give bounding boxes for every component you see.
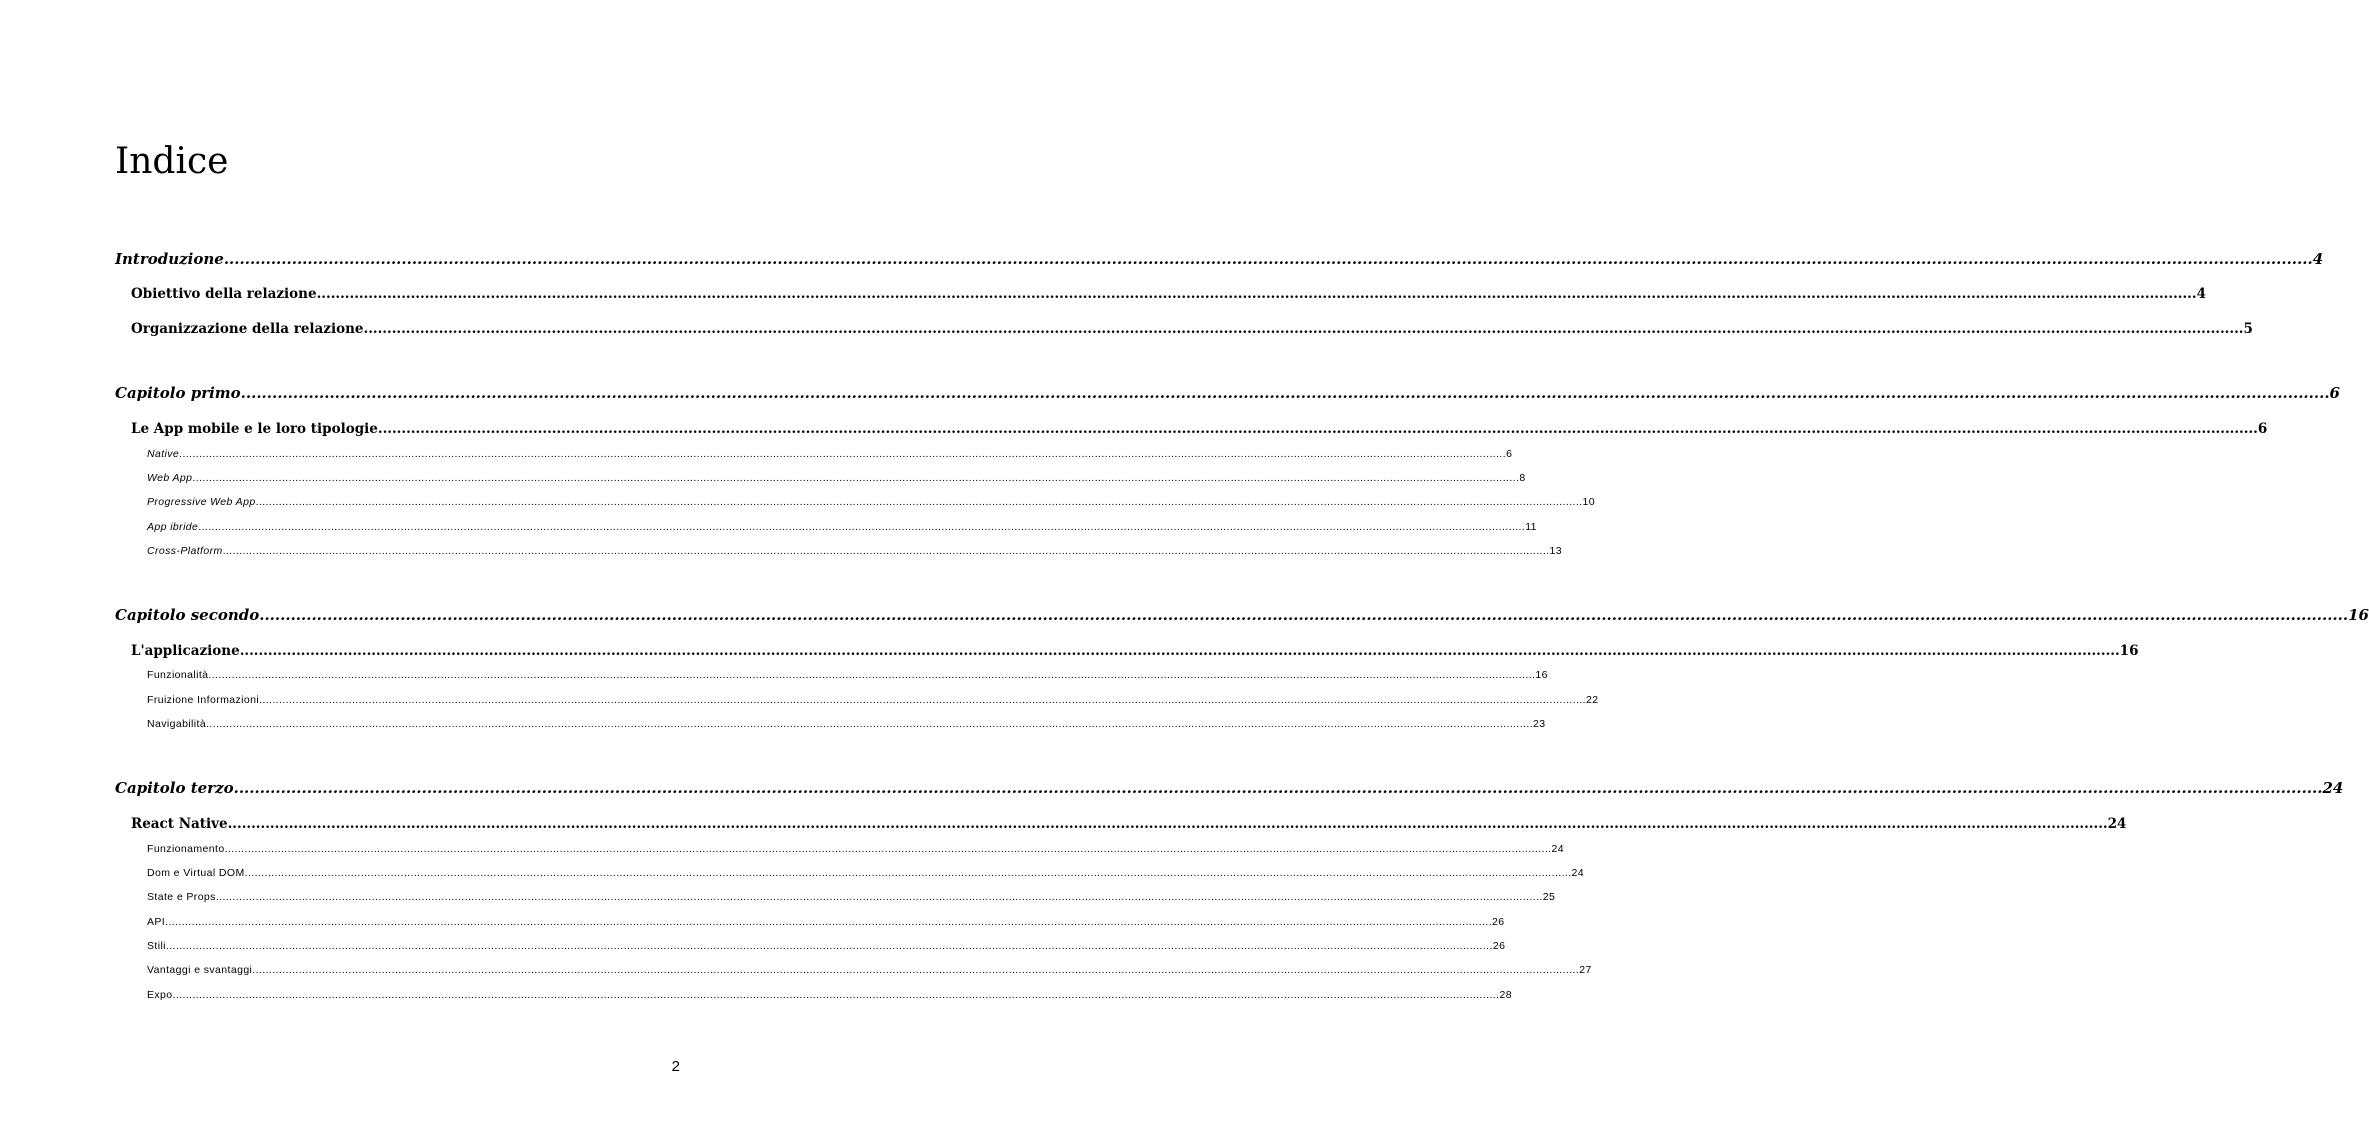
toc-entry-introduzione[interactable]	[115, 250, 2324, 268]
toc-entry-app-ibride[interactable]	[147, 521, 1537, 533]
toc-label: Capitolo secondo	[115, 606, 260, 624]
toc-leader: ................................................................................................................................................................................................................................................................................................................................................................................................................	[240, 384, 2330, 402]
toc-label: Funzionamento	[147, 843, 225, 855]
toc-leader: ................................................................................................................................................................................................................................................................................................................................................................................................................	[377, 421, 2258, 437]
page-number: 2	[671, 1058, 680, 1075]
toc-entry-capitolo-secondo[interactable]	[115, 606, 2369, 624]
toc-page: 8	[1519, 472, 1526, 484]
toc-leader: ................................................................................................................................................................................................................................................................................................................................................................................................................	[179, 448, 1507, 460]
toc-entry-funzionamento[interactable]	[147, 843, 1564, 855]
toc-page: 10	[1582, 496, 1595, 508]
toc-entry-vantaggi[interactable]	[147, 964, 1592, 976]
toc-label: Organizzazione della relazione	[131, 321, 364, 337]
toc-page: 16	[2348, 606, 2369, 624]
toc-label: Capitolo primo	[115, 384, 241, 402]
toc-label: Introduzione	[115, 250, 224, 268]
toc-entry-native[interactable]	[147, 448, 1513, 460]
toc-leader: ................................................................................................................................................................................................................................................................................................................................................................................................................	[224, 843, 1552, 855]
toc-page: 26	[1492, 940, 1506, 952]
toc-label: Obiettivo della relazione	[131, 286, 317, 302]
toc-page: 22	[1586, 694, 1599, 706]
toc-entry-cross-platform[interactable]	[147, 545, 1562, 557]
toc-leader: ................................................................................................................................................................................................................................................................................................................................................................................................................	[259, 694, 1586, 706]
toc-entry-dom-virtual-dom[interactable]	[147, 867, 1585, 879]
toc-leader: ................................................................................................................................................................................................................................................................................................................................................................................................................	[208, 669, 1536, 681]
toc-entry-stili[interactable]	[147, 940, 1506, 952]
toc-page: 4	[2312, 250, 2324, 268]
toc-page: 16	[2119, 643, 2139, 659]
toc-entry-capitolo-terzo[interactable]	[115, 779, 2344, 797]
toc-page: 24	[1551, 843, 1564, 855]
toc-label: Funzionalità	[147, 669, 209, 681]
toc-entry-fruizione[interactable]	[147, 694, 1599, 706]
toc-label: Stili	[147, 940, 166, 952]
toc-entry-react-native[interactable]	[131, 816, 2127, 832]
toc-label: Native	[147, 448, 180, 460]
toc-page: 27	[1579, 964, 1592, 976]
toc-label: Capitolo terzo	[115, 779, 234, 797]
toc-label: Le App mobile e le loro tipologie	[131, 421, 378, 437]
toc-label: Dom e Virtual DOM	[147, 867, 245, 879]
toc-leader: ................................................................................................................................................................................................................................................................................................................................................................................................................	[165, 940, 1493, 952]
toc-label: State e Props	[147, 891, 216, 903]
toc-leader: ................................................................................................................................................................................................................................................................................................................................................................................................................	[192, 472, 1520, 484]
toc-label: Expo	[147, 989, 173, 1001]
toc-page: 24	[1571, 867, 1585, 879]
toc-leader: ................................................................................................................................................................................................................................................................................................................................................................................................................	[363, 321, 2244, 337]
toc-label: L'applicazione	[131, 643, 240, 659]
toc-label: Progressive Web App	[147, 496, 256, 508]
toc-label: Fruizione Informazioni	[147, 694, 260, 706]
toc-entry-api[interactable]	[147, 916, 1505, 928]
toc-leader: ................................................................................................................................................................................................................................................................................................................................................................................................................	[215, 891, 1543, 903]
toc-entry-obiettivo[interactable]	[131, 286, 2206, 302]
toc-leader: ................................................................................................................................................................................................................................................................................................................................................................................................................	[222, 545, 1550, 557]
toc-entry-organizzazione[interactable]	[131, 321, 2253, 337]
toc-page: 26	[1492, 916, 1505, 928]
toc-page: 11	[1525, 521, 1537, 533]
toc-page: 4	[2196, 286, 2206, 302]
toc-leader: ................................................................................................................................................................................................................................................................................................................................................................................................................	[316, 286, 2197, 302]
toc-page: 28	[1499, 989, 1512, 1001]
toc-label: App ibride	[147, 521, 199, 533]
toc-page: 6	[1506, 448, 1513, 460]
toc-label: Vantaggi e svantaggi	[147, 964, 253, 976]
toc-page: 13	[1549, 545, 1562, 557]
toc-label: React Native	[131, 816, 228, 832]
toc-leader: ................................................................................................................................................................................................................................................................................................................................................................................................................	[198, 521, 1526, 533]
toc-leader: ................................................................................................................................................................................................................................................................................................................................................................................................................	[255, 496, 1583, 508]
toc-leader: ................................................................................................................................................................................................................................................................................................................................................................................................................	[239, 643, 2120, 659]
toc-label: API	[147, 916, 166, 928]
toc-page: 25	[1542, 891, 1556, 903]
toc-leader: ................................................................................................................................................................................................................................................................................................................................................................................................................	[165, 916, 1493, 928]
toc-entry-applicazione[interactable]	[131, 643, 2139, 659]
toc-leader: ................................................................................................................................................................................................................................................................................................................................................................................................................	[244, 867, 1572, 879]
toc-page: 5	[2243, 321, 2253, 337]
toc-entry-pwa[interactable]	[147, 496, 1595, 508]
toc-leader: ................................................................................................................................................................................................................................................................................................................................................................................................................	[233, 779, 2323, 797]
toc-entry-web-app[interactable]	[147, 472, 1526, 484]
toc-leader: ................................................................................................................................................................................................................................................................................................................................................................................................................	[223, 250, 2313, 268]
toc-leader: ................................................................................................................................................................................................................................................................................................................................................................................................................	[227, 816, 2108, 832]
page-title: Indice	[115, 141, 229, 182]
toc-label: Navigabilità	[147, 718, 207, 730]
toc-label: Web App	[147, 472, 193, 484]
toc-entry-funzionalita[interactable]	[147, 669, 1548, 681]
toc-page: 6	[2329, 384, 2340, 402]
toc-page: 16	[1535, 669, 1548, 681]
toc-entry-navigabilita[interactable]	[147, 718, 1546, 730]
toc-page: 24	[2107, 816, 2127, 832]
toc-entry-state-props[interactable]	[147, 891, 1556, 903]
toc-entry-app-mobile[interactable]	[131, 421, 2268, 437]
toc-page: 23	[1533, 718, 1546, 730]
toc-leader: ................................................................................................................................................................................................................................................................................................................................................................................................................	[206, 718, 1533, 730]
toc-page: 24	[2322, 779, 2344, 797]
toc-leader: ................................................................................................................................................................................................................................................................................................................................................................................................................	[259, 606, 2349, 624]
toc-label: Cross-Platform	[147, 545, 223, 557]
toc-entry-capitolo-primo[interactable]	[115, 384, 2340, 402]
toc-entry-expo[interactable]	[147, 989, 1512, 1001]
toc-leader: ................................................................................................................................................................................................................................................................................................................................................................................................................	[252, 964, 1580, 976]
toc-page: 6	[2257, 421, 2268, 437]
toc-leader: ................................................................................................................................................................................................................................................................................................................................................................................................................	[172, 989, 1500, 1001]
